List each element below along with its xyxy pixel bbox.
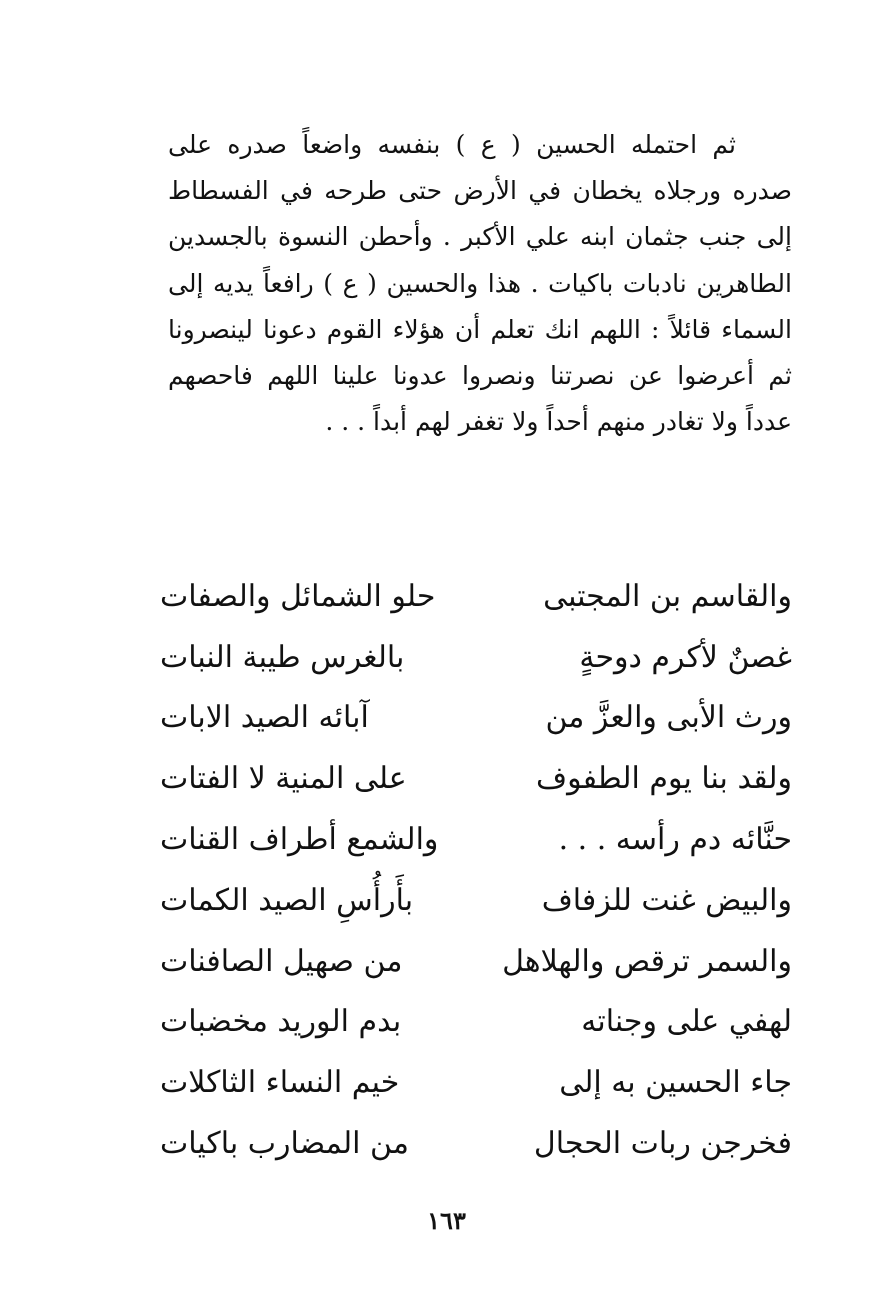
- verse-5-second-hemistich: والشمع أطراف القنات: [160, 822, 439, 858]
- verse-7-first-hemistich: والسمر ترقص والهلاهل: [502, 943, 792, 979]
- verse-2-first-hemistich: غصنٌ لأكرم دوحةٍ: [579, 639, 792, 675]
- verse-6: [160, 870, 792, 931]
- verse-4-first-hemistich: ولقد بنا يوم الطفوف: [536, 761, 792, 797]
- verse-6-first-hemistich: والبيض غنت للزفاف: [541, 882, 792, 918]
- verse-5-first-hemistich: حنَّائه دم رأسه . . .: [558, 822, 792, 858]
- verse-9-first-hemistich: جاء الحسين به إلى: [559, 1065, 792, 1101]
- verse-10-first-hemistich: فخرجن ربات الحجال: [533, 1126, 792, 1162]
- verse-3: [160, 688, 792, 749]
- verse-2: [160, 627, 792, 688]
- page-number: ١٦٣: [427, 1206, 466, 1235]
- verse-7: [160, 931, 792, 992]
- verse-8-second-hemistich: بدم الوريد مخضبات: [160, 1004, 402, 1040]
- verse-10-second-hemistich: من المضارب باكيات: [160, 1126, 409, 1162]
- verse-8-first-hemistich: لهفي على وجناته: [581, 1004, 792, 1040]
- verse-1-first-hemistich: والقاسم بن المجتبى: [543, 578, 792, 614]
- verse-1: [160, 566, 792, 627]
- verse-9: [160, 1052, 792, 1113]
- verse-4: [160, 748, 792, 809]
- verse-7-second-hemistich: من صهيل الصافنات: [160, 943, 403, 979]
- verse-9-second-hemistich: خيم النساء الثاكلات: [160, 1065, 400, 1101]
- verse-8: [160, 992, 792, 1053]
- prose-block: [168, 122, 792, 445]
- poem: [160, 566, 792, 1174]
- verse-2-second-hemistich: بالغرس طيبة النبات: [160, 639, 405, 675]
- verse-3-second-hemistich: آبائه الصيد الابات: [160, 700, 369, 736]
- verse-5: [160, 809, 792, 870]
- verse-10: [160, 1113, 792, 1174]
- verse-1-second-hemistich: حلو الشمائل والصفات: [160, 578, 436, 614]
- verse-3-first-hemistich: ورث الأبى والعزَّ من: [545, 700, 792, 736]
- prose-paragraph: ثم احتمله الحسين ( ع ) بنفسه واضعاً صدره على صدره ورجلاه يخطان في الأرض حتى طرحه في الفسطاط إلى جنب جثمان ابنه علي الأكبر . وأحطن النسوة بالجسدين الطاهرين نادبات باكيات . هذا والحسين ( ع ) رافعاً يديه إلى السماء قائلاً : اللهم انك تعلم أن هؤلاء القوم دعونا لينصرونا ثم أعرضوا عن نصرتنا ونصروا عدونا علينا اللهم فاحصهم عدداً ولا تغادر منهم أحداً ولا تغفر لهم أبداً . . .: [168, 130, 792, 437]
- verse-4-second-hemistich: على المنية لا الفتات: [160, 761, 407, 797]
- verse-6-second-hemistich: بأَرأُسِ الصيد الكمات: [160, 882, 414, 918]
